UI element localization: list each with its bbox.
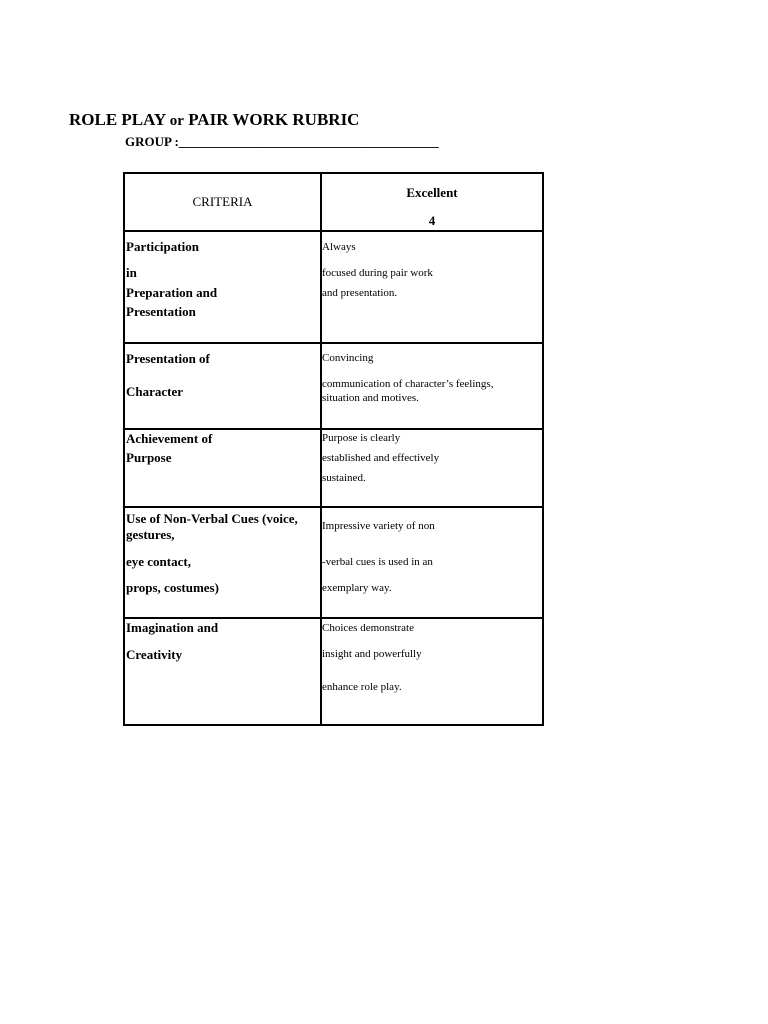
table-row	[124, 343, 543, 429]
criteria-text: Purpose	[126, 450, 172, 465]
criteria-text: Participation	[126, 239, 199, 254]
criteria-cell	[124, 429, 321, 507]
description-text: established and effectively	[322, 452, 440, 464]
criteria-text: gestures,	[126, 527, 175, 542]
criteria-cell	[124, 507, 321, 618]
description-cell	[321, 343, 543, 429]
table-row	[124, 231, 543, 343]
group-field: GROUP :________________________________________	[125, 134, 439, 149]
criteria-text: eye contact,	[126, 554, 191, 569]
criteria-text: Achievement of	[126, 431, 213, 446]
description-text: Convincing	[322, 352, 374, 364]
description-text: Impressive variety of non	[322, 520, 435, 532]
description-text: -verbal cues is used in an	[322, 556, 433, 568]
description-text: exemplary way.	[322, 582, 392, 594]
level-header	[321, 173, 543, 231]
criteria-header: CRITERIA	[124, 173, 321, 231]
criteria-text: Preparation and	[126, 285, 218, 300]
description-cell	[321, 429, 543, 507]
criteria-text: Imagination and	[126, 620, 219, 635]
rubric-table	[123, 172, 544, 726]
description-text: insight and powerfully	[322, 648, 422, 660]
title-part-2: or	[169, 113, 184, 129]
title-part-1: ROLE PLAY	[69, 110, 170, 129]
criteria-text: in	[126, 265, 137, 280]
level-score: 4	[428, 213, 436, 228]
description-text: sustained.	[322, 472, 366, 484]
description-text: and presentation.	[322, 287, 398, 299]
criteria-cell	[124, 343, 321, 429]
criteria-cell	[124, 618, 321, 725]
page-title	[69, 110, 359, 130]
table-row	[124, 429, 543, 507]
level-label: Excellent	[406, 185, 458, 200]
description-cell	[321, 618, 543, 725]
criteria-text: props, costumes)	[126, 580, 219, 595]
description-cell	[321, 507, 543, 618]
criteria-text: Presentation of	[126, 351, 210, 366]
table-row	[124, 618, 543, 725]
description-text: focused during pair work	[322, 267, 433, 279]
criteria-text: Use of Non-Verbal Cues (voice,	[126, 511, 298, 526]
description-text: communication of character’s feelings,	[322, 378, 494, 390]
description-text: situation and motives.	[322, 392, 419, 404]
header-row	[124, 173, 543, 231]
criteria-cell	[124, 231, 321, 343]
table-row	[124, 507, 543, 618]
criteria-text: Presentation	[126, 304, 196, 319]
description-text: Always	[322, 241, 356, 253]
description-text: Choices demonstrate	[322, 622, 414, 634]
description-text: Purpose is clearly	[322, 432, 401, 444]
description-text: enhance role play.	[322, 681, 402, 693]
criteria-text: Creativity	[126, 647, 183, 662]
title-part-3: PAIR WORK RUBRIC	[183, 110, 360, 129]
description-cell	[321, 231, 543, 343]
criteria-text: Character	[126, 384, 184, 399]
